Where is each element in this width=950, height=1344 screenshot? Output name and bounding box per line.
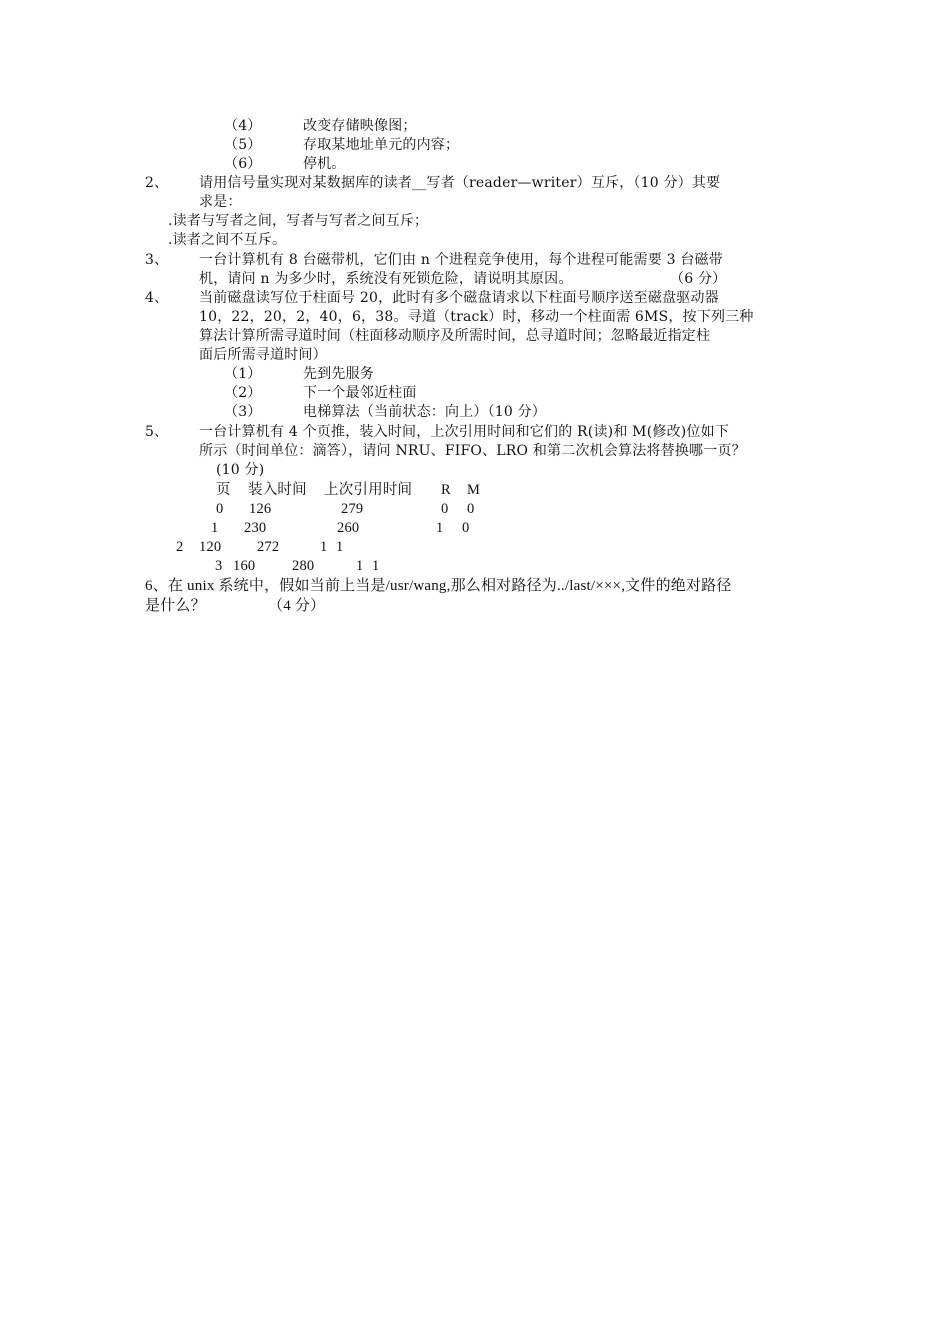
table-header-r: R (441, 482, 451, 498)
q1-item-6-text: 停机。 (303, 156, 346, 172)
table-cell-last-ref-time: 280 (292, 558, 315, 574)
q2-line-2: 求是： (199, 194, 242, 210)
q4-line-3: 算法计算所需寻道时间（柱面移动顺序及所需时间，总寻道时间；忽略最近指定柱 (199, 328, 711, 344)
table-header-m: M (467, 482, 481, 498)
table-cell-r: 1 (436, 520, 444, 536)
table-cell-load-time: 120 (199, 539, 222, 555)
q3-number: 3、 (145, 252, 169, 268)
q1-item-4-number: （4） (224, 118, 262, 134)
q5-score: (10 分) (216, 462, 265, 478)
table-cell-r: 0 (441, 501, 449, 517)
q1-item-4-text: 改变存储映像图； (303, 118, 417, 134)
q1-item-5-text: 存取某地址单元的内容； (303, 137, 460, 153)
table-cell-last-ref-time: 272 (257, 539, 280, 555)
table-cell-load-time: 126 (249, 501, 272, 517)
q2-number: 2、 (145, 175, 169, 191)
table-cell-page: 3 (215, 558, 223, 574)
table-cell-page: 1 (211, 520, 219, 536)
table-cell-page: 0 (216, 501, 224, 517)
table-header-last-ref-time: 上次引用时间 (324, 482, 413, 498)
q1-item-5-number: （5） (224, 137, 262, 153)
q5-number: 5、 (145, 424, 169, 440)
q2-requirement-2: .读者之间不互斥。 (168, 232, 287, 248)
table-cell-r: 1 (356, 558, 364, 574)
q3-line-1: 一台计算机有 8 台磁带机，它们由 n 个进程竞争使用，每个进程可能需要 3 台磁带 (199, 252, 723, 268)
q6-line-2: 是什么？ (145, 598, 206, 614)
q4-line-1: 当前磁盘读写位于柱面号 20，此时有多个磁盘请求以下柱面号顺序送至磁盘驱动器 (199, 290, 719, 306)
table-cell-last-ref-time: 260 (337, 520, 360, 536)
table-cell-r: 1 (320, 539, 328, 555)
table-cell-load-time: 230 (244, 520, 267, 536)
table-cell-m: 0 (467, 501, 475, 517)
table-cell-load-time: 160 (233, 558, 256, 574)
table-cell-m: 1 (372, 558, 380, 574)
table-header-load-time: 装入时间 (248, 482, 307, 498)
q4-line-2: 10，22，20，2，40，6，38。寻道（track）时，移动一个柱面需 6MS，按下列三种 (199, 309, 754, 325)
q4-item-3-number: （3） (224, 404, 262, 420)
table-cell-last-ref-time: 279 (341, 501, 364, 517)
table-header-page: 页 (216, 482, 231, 498)
q4-number: 4、 (145, 290, 169, 306)
q4-item-3-text: 电梯算法（当前状态：向上）（10 分） (303, 404, 547, 420)
q3-score: （6 分） (670, 271, 727, 287)
table-cell-page: 2 (176, 539, 184, 555)
q2-line-1: 请用信号量实现对某数据库的读者__写者（reader—writer）互斥，（10 分）其要 (199, 175, 721, 191)
q6-line-1: 6、在 unix 系统中，假如当前上当是/usr/wang,那么相对路径为../last/×××,文件的绝对路径 (145, 578, 732, 594)
q4-line-4: 面后所需寻道时间） (199, 347, 327, 363)
q4-item-2-text: 下一个最邻近柱面 (303, 385, 417, 401)
q6-score: （4 分） (268, 598, 326, 614)
q5-line-2: 所示（时间单位：滴答），请问 NRU、FIFO、LRO 和第二次机会算法将替换哪一页？ (199, 443, 746, 459)
table-cell-m: 0 (462, 520, 470, 536)
q4-item-1-text: 先到先服务 (303, 366, 374, 382)
q5-line-1: 一台计算机有 4 个页推，装入时间，上次引用时间和它们的 R(读)和 M(修改)位如下 (199, 424, 730, 440)
q4-item-2-number: （2） (224, 385, 262, 401)
q4-item-1-number: （1） (224, 366, 262, 382)
q3-line-2: 机，请问 n 为多少时，系统没有死锁危险，请说明其原因。 (199, 271, 573, 287)
q1-item-6-number: （6） (224, 156, 262, 172)
q2-requirement-1: .读者与写者之间，写者与写者之间互斥； (168, 213, 429, 229)
table-cell-m: 1 (336, 539, 344, 555)
